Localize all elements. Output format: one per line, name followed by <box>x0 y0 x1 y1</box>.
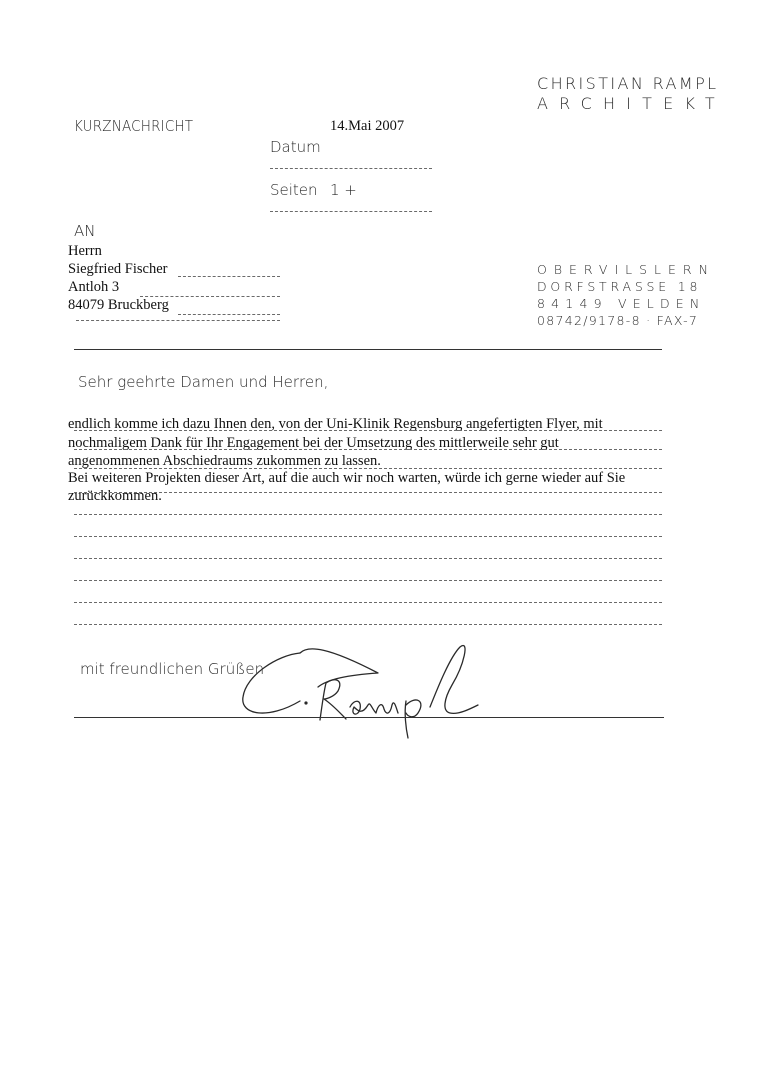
ruled-line <box>74 449 662 450</box>
letterhead-title: ARCHITEKT <box>537 94 726 113</box>
ruled-line <box>74 536 662 537</box>
pages-label: Seiten <box>270 181 318 199</box>
date-line <box>270 168 432 169</box>
address-city: 84149 VELDEN <box>537 296 706 311</box>
address-place: OBERVILSLERN <box>537 262 715 277</box>
signature <box>238 635 488 740</box>
recipient-dash-line <box>178 276 280 277</box>
recipient-line: Herrn <box>68 243 102 259</box>
signature-stroke <box>243 653 300 713</box>
ruled-line <box>74 514 662 515</box>
ruled-line <box>74 492 662 493</box>
recipient-line: Siegfried Fischer <box>68 261 168 277</box>
signature-stroke <box>430 646 478 714</box>
date-value: 14.Mai 2007 <box>330 118 405 134</box>
form-type-label: KURZNACHRICHT <box>74 117 194 135</box>
body-line: nochmaligem Dank für Ihr Engagement bei der Umsetzung des mittlerweile sehr gut <box>68 435 559 451</box>
recipient-line: 84079 Bruckberg <box>68 297 169 313</box>
signature-stroke <box>304 701 307 704</box>
ruled-line <box>74 624 662 625</box>
signature-stroke <box>350 701 398 714</box>
ruled-line <box>74 558 662 559</box>
ruled-line <box>74 580 662 581</box>
recipient-dash-line <box>178 314 280 315</box>
ruled-line <box>74 430 662 431</box>
signature-stroke <box>406 700 421 717</box>
body-line: endlich komme ich dazu Ihnen den, von der Uni-Klinik Regensburg angefertigten Flyer, mit <box>68 416 603 432</box>
address-street: DORFSTRASSE 18 <box>537 279 702 294</box>
address-phone: 08742/9178-8 · FAX-7 <box>537 313 699 328</box>
ruled-line <box>74 602 662 603</box>
sender-address <box>537 261 715 329</box>
signature-stroke <box>405 701 408 738</box>
signature-line <box>74 717 664 718</box>
salutation: Sehr geehrte Damen und Herren, <box>78 373 329 391</box>
body-line: zurückkommen. <box>68 488 162 504</box>
recipient-dash-line <box>76 320 280 321</box>
body-line: Bei weiteren Projekten dieser Art, auf die auch wir noch warten, würde ich gerne wieder auf Sie <box>68 470 626 486</box>
signature-stroke <box>320 680 346 720</box>
body-line: angenommenen Abschiedraums zukommen zu lassen. <box>68 453 381 469</box>
letterhead-name: CHRISTIAN RAMPL <box>537 74 719 93</box>
pages-value: 1 + <box>330 181 357 199</box>
recipient-dash-line <box>140 296 280 297</box>
header-separator <box>74 349 662 350</box>
date-label: Datum <box>270 138 321 156</box>
to-label: AN <box>74 222 96 240</box>
pages-line <box>270 211 432 212</box>
ruled-line <box>74 468 662 469</box>
closing: mit freundlichen Grüßen <box>80 660 265 678</box>
recipient-line: Antloh 3 <box>68 279 120 295</box>
